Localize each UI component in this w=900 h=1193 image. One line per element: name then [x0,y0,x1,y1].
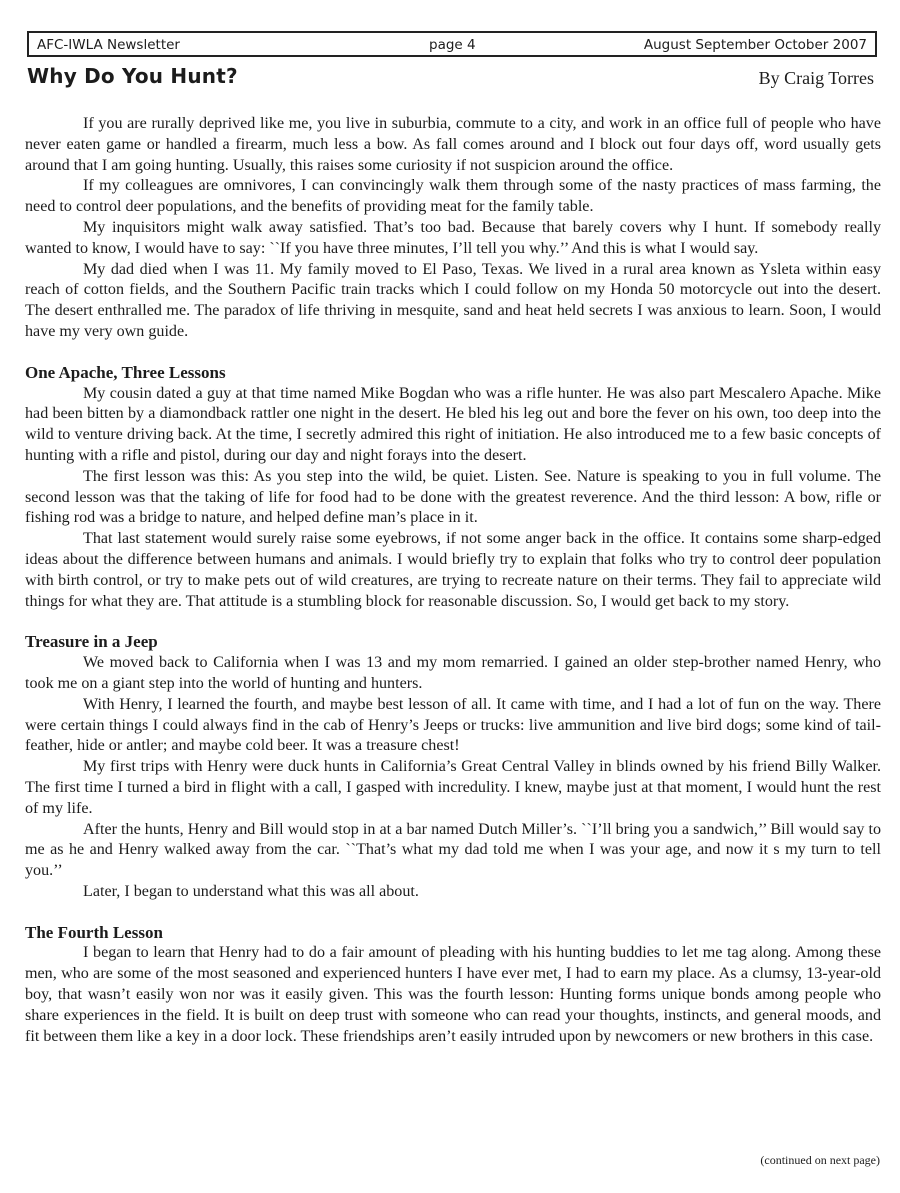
continued-note: (continued on next page) [760,1153,880,1167]
paragraph: After the hunts, Henry and Bill would stop in at a bar named Dutch Miller’s. ``I’ll bring you a sandwich,’’ Bill would say to me as he and Henry walked away from the car. ``That’s what my dad told me when I was your age, and now it s my turn to tell you.’’ [25,820,881,880]
paragraph: We moved back to California when I was 13 and my mom remarried. I gained an older step-brother named Henry, who took me on a giant step into the world of hunting and hunters. [25,654,881,692]
paragraph: I began to learn that Henry had to do a fair amount of pleading with his hunting buddies to let me tag along. Among these men, who are some of the most seasoned and experienced hunters I have ever met, I had to earn my place. As a clumsy, 13-year-old boy, that wasn’t easily won nor was it easily given. This was the fourth lesson: Hunting forms unique bonds among people who share experiences in the field. It is built on deep trust with someone who can read your thoughts, instincts, and general moods, and fit between them like a key in a door lock. These friendships aren’t easily intruded upon by newcomers or new brothers in this case. [25,944,881,1045]
section-heading: The Fourth Lesson [25,922,163,942]
paragraph: My inquisitors might walk away satisfied. That’s too bad. Because that barely covers why I hunt. If somebody really wanted to know, I would have to say: ``If you have three minutes, I’ll tell you why.’’ And this is what I would say. [25,218,881,257]
paragraph: My first trips with Henry were duck hunts in California’s Great Central Valley in blinds owned by his friend Billy Walker. The first time I turned a bird in flight with a call, I gasped with incredulity. I knew, maybe just at that moment, I would hunt the rest of my life. [25,758,881,817]
article-body [25,114,881,1047]
paragraph: The first lesson was this: As you step into the wild, be quiet. Listen. See. Nature is speaking to you in full volume. The second lesson was that the taking of life for food had to be done with the greatest reverence. And the third lesson: A bow, rifle or fishing rod was a bridge to nature, and helped define man’s place in it. [25,467,881,527]
article-byline: By Craig Torres [758,68,874,88]
page-number: page 4 [429,37,476,53]
paragraph: With Henry, I learned the fourth, and maybe best lesson of all. It came with time, and I had a lot of fun on the way. There were certain things I could always find in the cab of Henry’s Jeeps or trucks: live ammunition and live bird dogs; some kind of tail-feather, hide or antler; and maybe cold beer. It was a treasure chest! [25,695,881,755]
paragraph: My cousin dated a guy at that time named Mike Bogdan who was a rifle hunter. He was also part Mescalero Apache. Mike had been bitten by a diamondback rattler one night in the desert. He bled his leg out and bore the fever on his own, too deep into the wild to venture driving back. At the time, I secretly admired this right of initiation. He also introduced me to a few basic concepts of hunting with a rifle and pistol, during our day and night forays into the desert. [25,384,881,464]
paragraph: My dad died when I was 11. My family moved to El Paso, Texas. We lived in a rural area known as Ysleta within easy reach of cotton fields, and the Southern Pacific train tracks which I could follow on my Honda 50 motorcycle out into the desert. The desert enthralled me. The paradox of life thriving in mesquite, sand and heat held secrets I was anxious to learn. Soon, I would have my very own guide. [25,260,881,340]
newsletter-name: AFC-IWLA Newsletter [37,37,180,53]
running-header [27,31,877,57]
article-title: Why Do You Hunt? [27,64,238,88]
paragraph: Later, I began to understand what this was all about. [83,882,419,900]
issue-date: August September October 2007 [643,37,867,53]
paragraph: If my colleagues are omnivores, I can convincingly walk them through some of the nasty practices of mass farming, the need to control deer populations, and the benefits of providing meat for the family table. [25,177,881,216]
paragraph: That last statement would surely raise some eyebrows, if not some anger back in the office. It contains some sharp-edged ideas about the difference between humans and animals. I would briefly try to explain that folks who try to control deer population with birth control, or try to make pets out of wild creatures, are trying to recreate nature on their terms. They fail to appreciate wild things for what they are. That attitude is a stumbling block for reasonable discussion. So, I would get back to my story. [25,530,881,610]
paragraph: If you are rurally deprived like me, you live in suburbia, commute to a city, and work in an office full of people who have never eaten game or handled a firearm, much less a bow. As fall comes around and I block out four days off, word usually gets around that I am going hunting. Usually, this raises some curiosity if not suspicion around the office. [25,115,881,174]
section-heading: Treasure in a Jeep [25,632,158,652]
section-heading: One Apache, Three Lessons [25,362,226,382]
